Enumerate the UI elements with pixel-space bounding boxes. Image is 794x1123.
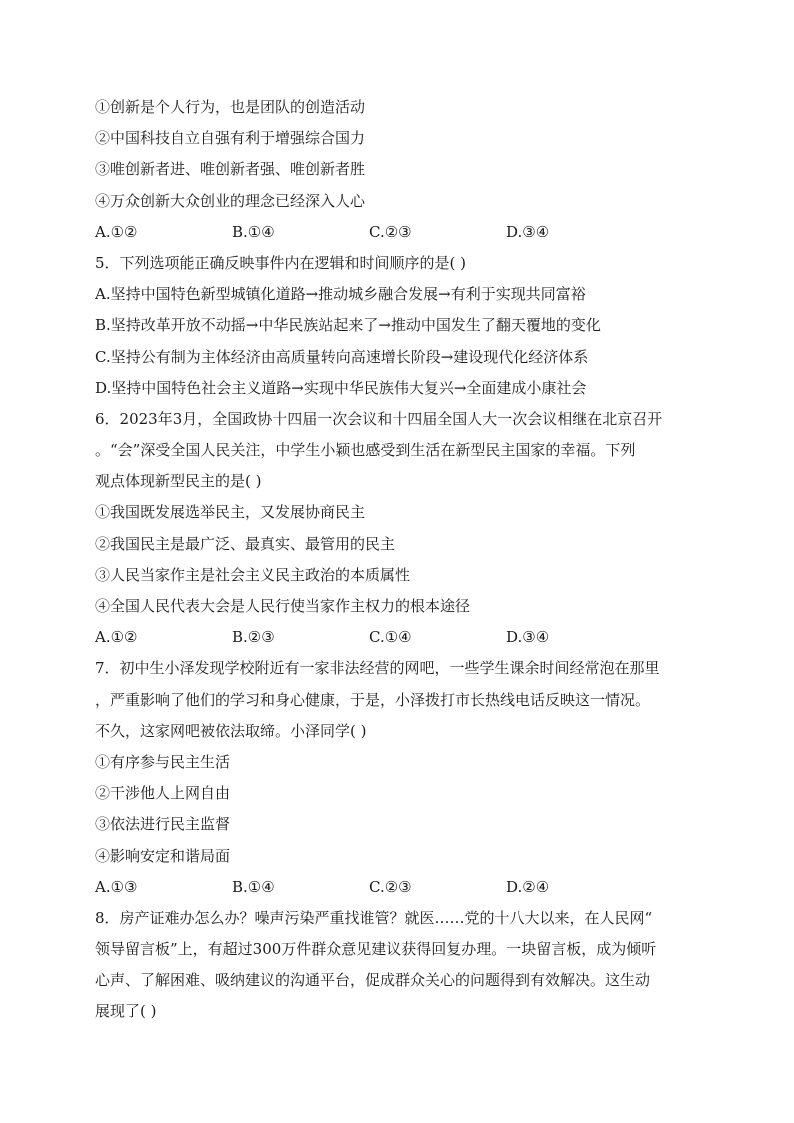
question-5 — [95, 248, 715, 404]
q6-option-d: D.③④ — [506, 628, 550, 647]
q6-option-b: B.②③ — [232, 628, 275, 647]
q5-choice-b: B.坚持改革开放不动摇→中华民族站起来了→推动中国发生了翻天覆地的变化 — [95, 316, 601, 335]
q5-choice-a: A.坚持中国特色新型城镇化道路→推动城乡融合发展→有利于实现共同富裕 — [95, 285, 586, 304]
q6-item-1: ①我国既发展选举民主，又发展协商民主 — [95, 503, 366, 522]
q4-item-2: ②中国科技自立自强有利于增强综合国力 — [95, 129, 366, 148]
q6-options — [95, 622, 715, 653]
q4-option-a: A.①② — [95, 222, 138, 241]
q6-option-a: A.①② — [95, 628, 138, 647]
q7-option-a: A.①③ — [95, 877, 138, 896]
q6-stem-line-2: 。“会”深受全国人民关注，中学生小颖也感受到生活在新型民主国家的幸福。下列 — [95, 441, 636, 460]
question-8 — [95, 903, 715, 1028]
q6-stem-line-1: 6．2023年3月，全国政协十四届一次会议和十四届全国人大一次会议相继在北京召开 — [95, 409, 663, 428]
q5-choice-d: D.坚持中国特色社会主义道路→实现中华民族伟大复兴→全面建成小康社会 — [95, 378, 587, 397]
q7-option-d: D.②④ — [506, 877, 550, 896]
q8-stem-line-3: 心声、了解困难、吸纳建议的沟通平台，促成群众关心的问题得到有效解决。这生动 — [95, 971, 651, 990]
q4-option-d: D.③④ — [506, 222, 550, 241]
q6-stem-line-3: 观点体现新型民主的是( ) — [95, 472, 262, 491]
q7-stem-line-2: ，严重影响了他们的学习和身心健康，于是，小泽拨打市长热线电话反映这一情况。 — [95, 690, 651, 709]
q8-stem-line-4: 展现了( ) — [95, 1002, 157, 1021]
question-6 — [95, 404, 715, 654]
q7-item-4: ④影响安定和谐局面 — [95, 846, 231, 865]
q6-item-3: ③人民当家作主是社会主义民主政治的本质属性 — [95, 565, 411, 584]
question-4-items — [95, 92, 715, 217]
q4-options — [95, 217, 715, 248]
q7-stem-line-1: 7．初中生小泽发现学校附近有一家非法经营的网吧，一些学生课余时间经常泡在那里 — [95, 659, 660, 678]
q5-stem: 5．下列选项能正确反映事件内在逻辑和时间顺序的是( ) — [95, 253, 467, 272]
q5-choice-c: C.坚持公有制为主体经济由高质量转向高速增长阶段→建设现代化经济体系 — [95, 347, 589, 366]
q6-option-c: C.①④ — [369, 628, 412, 647]
question-7 — [95, 653, 715, 903]
q6-item-4: ④全国人民代表大会是人民行使当家作主权力的根本途径 — [95, 597, 471, 615]
q8-stem-line-2: 领导留言板”上，有超过300万件群众意见建议获得回复办理。一块留言板，成为倾听 — [95, 940, 657, 959]
q7-stem-line-3: 不久，这家网吧被依法取缔。小泽同学( ) — [95, 721, 367, 740]
q7-option-b: B.①④ — [232, 877, 275, 896]
q7-options — [95, 872, 715, 903]
exam-page — [95, 92, 715, 1028]
q4-option-c: C.②③ — [369, 222, 412, 241]
q4-item-1: ①创新是个人行为，也是团队的创造活动 — [95, 98, 366, 116]
q4-item-4: ④万众创新大众创业的理念已经深入人心 — [95, 191, 366, 210]
q7-item-2: ②干涉他人上网自由 — [95, 784, 231, 803]
q8-stem-line-1: 8．房产证难办怎么办？噪声污染严重找谁管？就医……党的十八大以来，在人民网“ — [95, 908, 653, 927]
q6-item-2: ②我国民主是最广泛、最真实、最管用的民主 — [95, 534, 396, 553]
q4-option-b: B.①④ — [232, 222, 275, 241]
q4-item-3: ③唯创新者进、唯创新者强、唯创新者胜 — [95, 160, 366, 179]
q7-item-3: ③依法进行民主监督 — [95, 815, 231, 834]
q7-option-c: C.②③ — [369, 877, 412, 896]
q7-item-1: ①有序参与民主生活 — [95, 752, 231, 771]
